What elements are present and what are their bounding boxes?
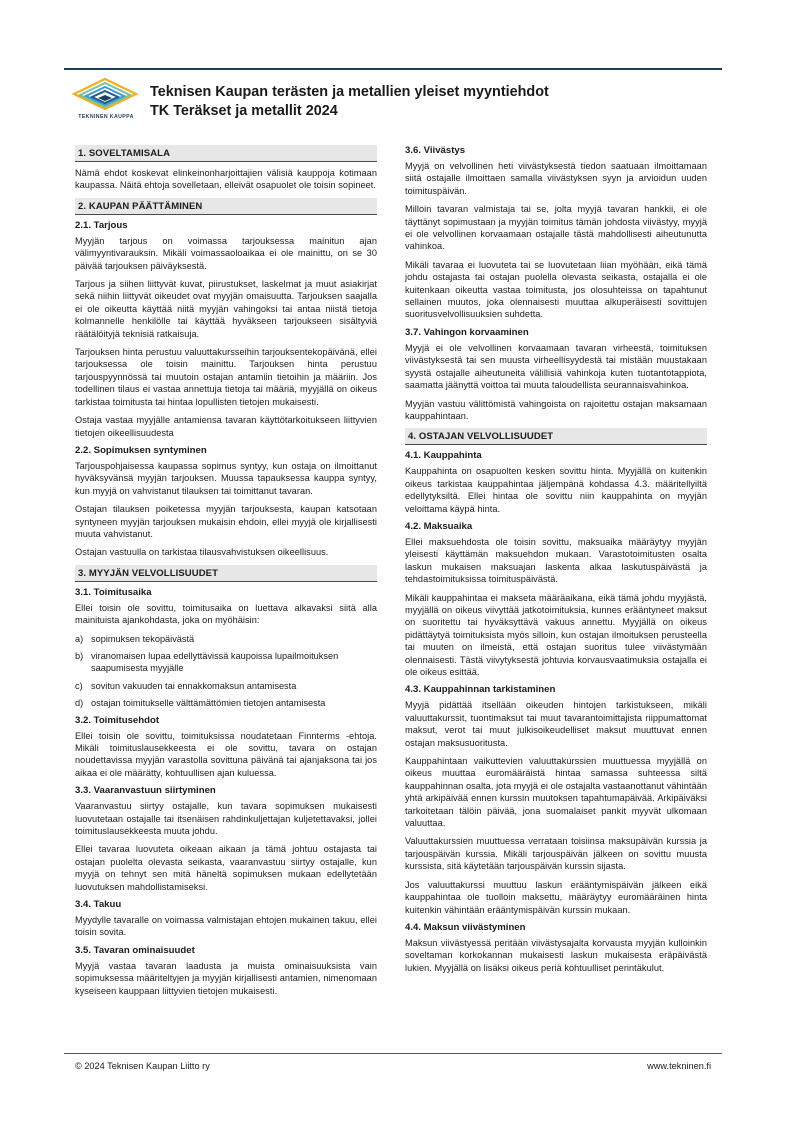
paragraph: Myyjän tarjous on voimassa tarjouksessa mainitun ajan välimyyntivarauksin. Mikäli voimassaoloaikaa ei ole mainittu, on se 30 päivää tarjouksen päiväyksestä. bbox=[75, 235, 377, 271]
list-marker: c) bbox=[75, 680, 83, 691]
subsection-heading: 2.2. Sopimuksen syntyminen bbox=[75, 444, 207, 456]
section-heading: 4. OSTAJAN VELVOLLISUUDET bbox=[405, 428, 707, 445]
section-heading: 3. MYYJÄN VELVOLLISUUDET bbox=[75, 565, 377, 582]
paragraph: Myydylle tavaralle on voimassa valmistajan ehtojen mukainen takuu, ellei toisin sovita. bbox=[75, 915, 377, 938]
subsection-heading: 3.3. Vaaranvastuun siirtyminen bbox=[75, 785, 216, 797]
subsection-heading: 3.2. Toimitusehdot bbox=[75, 714, 160, 726]
footer-website-link[interactable]: www.tekninen.fi bbox=[647, 1061, 711, 1071]
logo-text: TEKNINEN KAUPPA bbox=[78, 114, 134, 120]
page-title bbox=[150, 83, 549, 121]
list-text: ostajan toimitukselle välttämättömien tietojen antamisesta bbox=[91, 698, 326, 709]
paragraph: Myyjä vastaa tavaran laadusta ja muista ominaisuuksista vain sopimuksessa määriteltyjen ja myyjän kirjallisesti antamien, nimenomaan kyseiseen kauppaan liittyvien tietojen mukaisesti. bbox=[75, 960, 377, 996]
paragraph: Ostajan tilauksen poiketessa myyjän tarjouksesta, kaupan katsotaan syntyneen myyjän tarjouksen mukaisin ehdoin, ellei myyjä ole kirjallisesti muuta vahvistanut. bbox=[75, 504, 377, 539]
section-heading: 2. KAUPAN PÄÄTTÄMINEN bbox=[75, 198, 377, 215]
list-item bbox=[75, 697, 377, 709]
paragraph: Myyjä pidättää itsellään oikeuden hintojen tarkistukseen, mikäli valuuttakurssit, tuontimaksut tai muut tavarantoimittajista riippumattomat maksut, verot tai muut julkisoikeudelliset maksut muuttuvat ennen ostajan maksusuoritusta. bbox=[405, 700, 707, 748]
paragraph: Mikäli tavaraa ei luovuteta tai se luovutetaan liian myöhään, eikä tämä johdu ostajasta tai ostajan puolella olevasta seikasta, ostajalla ei ole kuitenkaan oikeutta vastaa toimitusta, jos olosuhteissa on tapahtunut sellainen muutos, joka olennaisesti muuttaa alkuperäisesti sovittujen suoritusvelvollisuuksien suhdetta. bbox=[405, 259, 707, 320]
header-rule bbox=[64, 68, 722, 70]
paragraph: Tarjouspohjaisessa kaupassa sopimus syntyy, kun ostaja on ilmoittanut hyväksyvänsä myyjän tarjouksen. Muussa tapauksessa kauppa syntyy, kun myyjä on vahvistanut tilauksen tai toimittanut tavaran. bbox=[75, 460, 377, 496]
paragraph: Myyjän vastuu välittömistä vahingoista on rajoitettu ostajan maksamaan kauppahintaan. bbox=[405, 398, 707, 421]
right-column bbox=[405, 145, 707, 980]
title-line-2: TK Teräkset ja metallit 2024 bbox=[150, 103, 338, 119]
paragraph: Vaaranvastuu siirtyy ostajalle, kun tavara sopimuksen mukaisesti luovutetaan ostajalle tai itsenäisen rahdinkuljettajan kuljetettavaksi, jollei toimituslausekkeesta muuta johdu. bbox=[75, 801, 377, 837]
left-column bbox=[75, 145, 377, 1003]
list-text: sovitun vakuuden tai ennakkomaksun antamisesta bbox=[91, 680, 297, 691]
subsection-heading: 3.5. Tavaran ominaisuudet bbox=[75, 944, 195, 956]
subsection-heading: 2.1. Tarjous bbox=[75, 219, 128, 231]
paragraph: Jos valuuttakurssi muuttuu laskun erääntymispäivän jälkeen eikä kauppahintaa ole tuolloin maksettu, määräytyy euromääräinen hinta kuitenkin vähintään erääntymispäivän kurssin mukaan. bbox=[405, 879, 707, 915]
subsection-heading: 4.2. Maksuaika bbox=[405, 520, 473, 532]
paragraph: Ostajan vastuulla on tarkistaa tilausvahvistuksen oikeellisuus. bbox=[75, 547, 329, 558]
list-marker: a) bbox=[75, 633, 84, 644]
paragraph: Ellei toisin ole sovittu, toimituksissa noudatetaan Finnterms -ehtoja. Mikäli toimituslausekkeesta ei ole sovittu, tavara on ostajan noudettavissa myyjän varastolla sovittuna päivänä tai ajanjaksona tai jos aikaa ei ole määrätty, kohtuullisen ajan kuluessa. bbox=[75, 730, 377, 778]
paragraph: Ellei maksuehdosta ole toisin sovittu, maksuaika määräytyy myyjän yleisesti käyttämän maksuehdon mukaan. Varastotoimitusten osalta laskun mukaisen maksuajan laskenta alkaa laskutuspäivästä ja tehdastoimituksissa toimituspäivästä. bbox=[405, 536, 707, 585]
list-marker: d) bbox=[75, 698, 84, 709]
paragraph: Milloin tavaran valmistaja tai se, jolta myyjä tavaran hankkii, ei ole täyttänyt sopimustaan ja myyjän toimitus tämän johdosta viivästyy, myyjä ei ole velvollinen korvaamaan ostajalle tästä mahdollisesti aiheutunutta vahinkoa. bbox=[405, 204, 707, 252]
list-text: sopimuksen tekopäivästä bbox=[91, 633, 195, 644]
paragraph: Kauppahinta on osapuolten kesken sovittu hinta. Myyjällä on kuitenkin oikeus tarkistaa kauppahintaa jäljempänä kohdassa 4.3. määritellyiltä edellytyksiltä. Ellei hintaa ole sovittu niin kauppahinta on myyjän veloittama käypä hinta. bbox=[405, 466, 707, 514]
list-item bbox=[75, 650, 377, 675]
paragraph: Nämä ehdot koskevat elinkeinonharjoittajien välisiä kauppoja kotimaan kaupassa. Näitä ehtoja sovelletaan, elleivät osapuolet ole toisin sopineet. bbox=[75, 168, 377, 191]
list-text: viranomaisen lupaa edellyttävissä kaupoissa lupailmoituksen saapumisesta myyjälle bbox=[91, 650, 339, 674]
paragraph: Kauppahintaan vaikuttevien valuuttakurssien muuttuessa myyjällä on oikeus muuttaa euromääräistä hintaa samassa suhteessa siltä kauppahinnan osalta, jota myyjä ei ole ostajalta vastaanottanut vähintään yhtä arkipäivää ennen kurssin muutoksen tapahtumapäivää. Arkipäiväksi tarkoitetaan tälöin päivää, jona suomalaiset pankit myyvät ulkomaan valuuttaa. bbox=[405, 756, 707, 829]
paragraph: Valuuttakurssien muuttuessa verrataan toisiinsa maksupäivän kurssia ja tarjouspäivän kurssia. Mikäli tarjouspäivän jälkeen on sovittu muusta kurssista, sitä käytetään tarjouspäivän kurssin sijasta. bbox=[405, 836, 707, 872]
paragraph: Mikäli kauppahintaa ei makseta määräaikana, eikä tämä johdu myyjästä, myyjällä on oikeus viivyttää jatkotoimituksia, kunnes erääntyneet maksut on suoritettu tai hyväksyttävä vakuus annettu. Myyjällä on oikeus pidättäytyä toimituksista myös silloin, kun ostajan ilmoituksen perusteella tai muuten on ilmeistä, että ostajan suoritus tulee viivästymään olennaisesti. Tästä viivytyksestä johtuvia korvausvaatimuksia ostajalla ei ole oikeus esittää. bbox=[405, 592, 707, 677]
title-line-1: Teknisen Kaupan terästen ja metallien yleiset myyntiehdot bbox=[150, 84, 549, 100]
section-heading: 1. SOVELTAMISALA bbox=[75, 145, 377, 162]
footer-copyright: © 2024 Teknisen Kaupan Liitto ry bbox=[75, 1061, 210, 1071]
list-item bbox=[75, 633, 377, 645]
paragraph: Ellei toisin ole sovittu, toimitusaika on luettava alkavaksi siitä alla mainituista ajankohdasta, joka on myöhäisin: bbox=[75, 602, 377, 626]
paragraph: Tarjous ja siihen liittyvät kuvat, piirustukset, laskelmat ja muut asiakirjat sekä niihin liittyvät oikeudet ovat myyjän omaisuutta. Tarjouksen saajalla ei ole oikeutta käyttää niitä myyjän vahingoksi tai antaa niistä tietoja kolmannelle henkilölle tai käyttää hyväkseen tarjoukseen sisältyviä räätälöityjä teknisiä ratkaisuja. bbox=[75, 279, 377, 339]
paragraph: Ellei tavaraa luovuteta oikeaan aikaan ja tämä johtuu ostajasta tai ostajan puolelta olevasta seikasta, vaaranvastuu siirtyy ostajalle, kun myyjä on tehnyt sen mitä häneltä sopimuksen mukaan edellytetään luovutuksen mahdollistamiseksi. bbox=[75, 844, 377, 892]
subsection-heading: 3.4. Takuu bbox=[75, 899, 122, 911]
paragraph: Tarjouksen hinta perustuu valuuttakursseihin tarjouksentekopäivänä, ellei tarjouksessa ole toisin mainittu. Tarjouksen hinta perustuu tarjouspyynnössä tai muutoin ostajan antamiin tietoihin ja määriin. Jos todellinen tilaus ei vastaa annettuja tietoja tai määriä, myyjällä on oikeus tarkistaa toimitusta tai hintaa lopullisten tietojen mukaisesti. bbox=[75, 347, 377, 407]
subsection-heading: 4.1. Kauppahinta bbox=[405, 450, 482, 462]
paragraph: Myyjä ei ole velvollinen korvaamaan tavaran virheestä, toimituksen viivästyksestä tai sen muusta virheellisyydestä tai mistään muustakaan syystä ostajalle aiheutuneita välillisiä vahinkoja kuten tuotantotappiota, saamatta jäänyttä voittoa tai muuta taloudellista seurannaisvahinkoa. bbox=[405, 342, 707, 391]
subsection-heading: 4.4. Maksun viivästyminen bbox=[405, 921, 526, 933]
subsection-heading: 3.1. Toimitusaika bbox=[75, 586, 152, 598]
list-item bbox=[75, 680, 377, 692]
footer-rule bbox=[64, 1053, 722, 1054]
subsection-heading: 3.6. Viivästys bbox=[405, 145, 466, 156]
paragraph: Ostaja vastaa myyjälle antamiensa tavaran käyttötarkoitukseen liittyvien tietojen oikeellisuudesta bbox=[75, 415, 377, 438]
list-marker: b) bbox=[75, 650, 84, 661]
page-header bbox=[0, 0, 786, 130]
subsection-heading: 4.3. Kauppahinnan tarkistaminen bbox=[405, 684, 556, 696]
paragraph: Myyjä on velvollinen heti viivästyksestä tiedon saatuaan ilmoittamaan siitä ostajalle ilmoittaen samalla viivästyksen syyn ja arvioidun uuden toimituspäivän. bbox=[405, 161, 707, 196]
paragraph: Maksun viivästyessä peritään viivästysajalta korvausta myyjän kulloinkin soveltaman korkokannan mukaisesti laskun mukaisesta eräpäivästä lukien. Myyjällä on lisäksi oikeus periä kohtuulliset perintäkulut. bbox=[405, 937, 707, 973]
subsection-heading: 3.7. Vahingon korvaaminen bbox=[405, 326, 529, 338]
